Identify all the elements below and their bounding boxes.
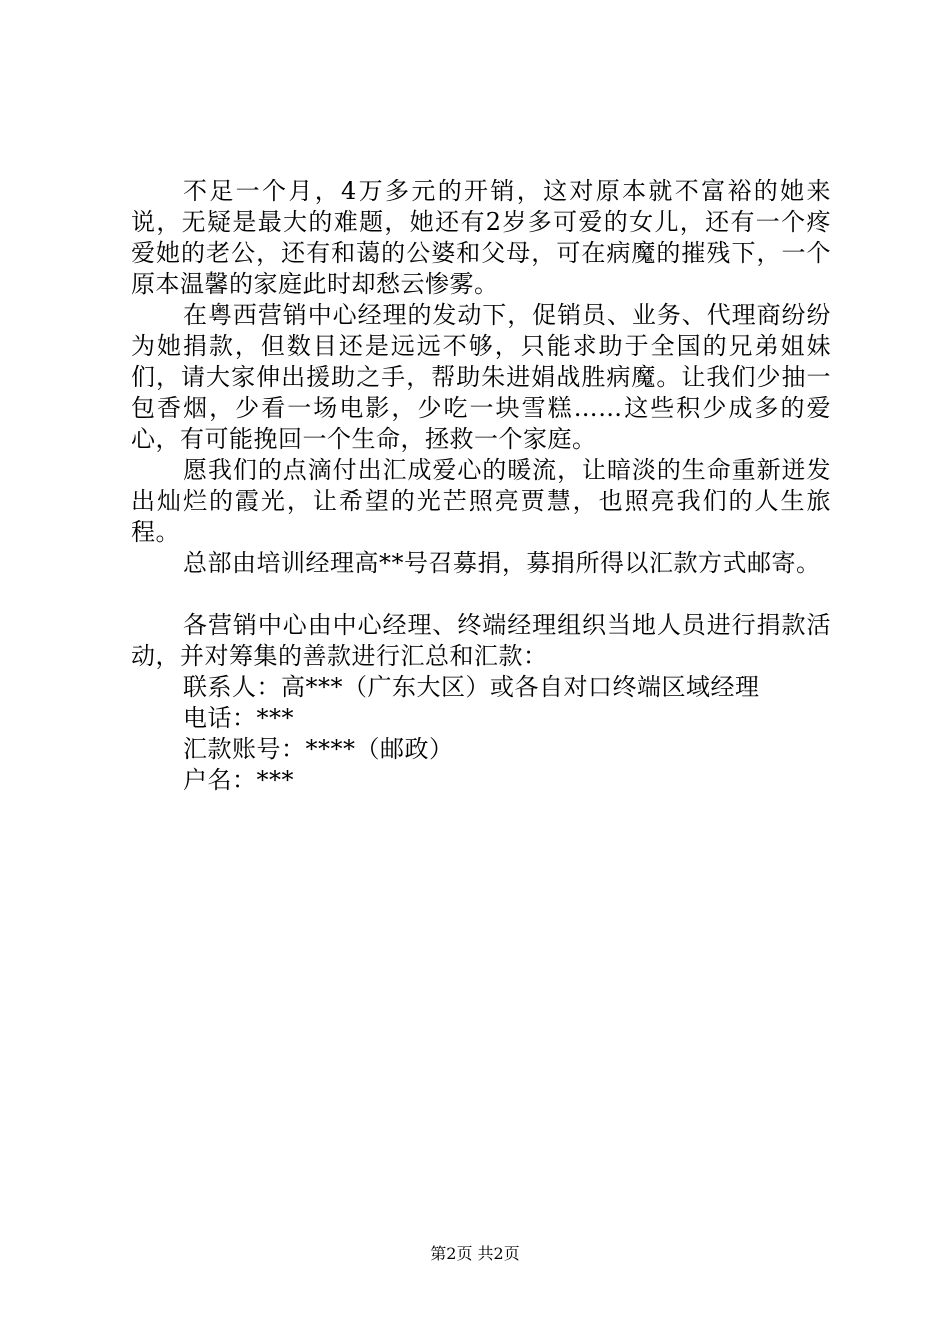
paragraph-headquarters: 总部由培训经理高**号召募捐，募捐所得以汇款方式邮寄。 — [183, 549, 821, 577]
document-body — [131, 176, 831, 796]
page-number-footer: 第2页 共2页 — [430, 1244, 520, 1263]
account-name-line: 户名：*** — [183, 766, 294, 794]
paragraph-fundraising: 在粤西营销中心经理的发动下，促销员、业务、代理商纷纷为她捐款，但数目还是远远不够，只能求助于全国的兄弟姐妹们，请大家伸出援助之手，帮助朱进娟战胜病魔。让我们少抽一包香烟，少看一场电影，少吃一块雪糕……这些积少成多的爱心，有可能挽回一个生命，拯救一个家庭。 — [131, 301, 831, 453]
paragraph-hardship: 不足一个月，4万多元的开销，这对原本就不富裕的她来说，无疑是最大的难题，她还有2岁多可爱的女儿，还有一个疼爱她的老公，还有和蔼的公婆和父母，可在病魔的摧残下，一个原本温馨的家庭此时却愁云惨雾。 — [131, 177, 831, 298]
account-line: 汇款账号：****（邮政） — [183, 735, 454, 763]
paragraph-centers: 各营销中心由中心经理、终端经理组织当地人员进行捐款活动，并对筹集的善款进行汇总和汇款： — [131, 611, 831, 670]
paragraph-wish: 愿我们的点滴付出汇成爱心的暖流，让暗淡的生命重新迸发出灿烂的霞光，让希望的光芒照亮贾慧，也照亮我们的人生旅程。 — [131, 456, 831, 546]
contact-person-line: 联系人：高***（广东大区）或各自对口终端区域经理 — [183, 673, 760, 701]
phone-line: 电话：*** — [183, 704, 294, 732]
blank-line — [131, 579, 831, 610]
